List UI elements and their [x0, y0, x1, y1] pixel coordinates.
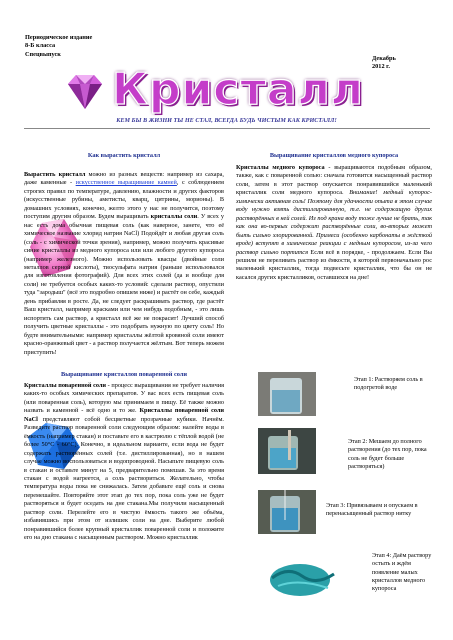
- newsletter-title: Кристалл: [112, 64, 365, 115]
- intro-text-b: , с соблюдением строгих правил по температуре, давлению, влажности и других факторов (искусственные рубины, аметисты, кварц, цитрины, морионы). В домашних условиях, конечно, желто этого у нас не получится, поэтому поступим другим образом. Будем выращивать: [24, 179, 224, 221]
- diamond-icon: [60, 72, 110, 112]
- header-divider: [24, 128, 430, 129]
- copper-bold: Кристаллы медного купороса: [236, 164, 325, 171]
- intro-bold: Вырастить кристалл: [24, 171, 86, 178]
- step4-photo: [258, 548, 344, 604]
- salt-bold-nacl: Кристаллы поваренной соли NaCl: [24, 407, 224, 423]
- issue-date: [372, 55, 396, 72]
- intro-bold-salt: кристаллы соли: [150, 213, 198, 221]
- heading-table-salt: Выращивание кристаллов поваренной соли: [61, 371, 187, 378]
- copper-warning: Внимание! медный купорос- химически активная соль! Поэтому для удачности опыта в этом случае воду нужно взять дистиллированную, т.е. не содержащую других растворённых в ней солей. Из под крана воду тоже лучше не брать, так как она во-первых содержит растворённые соли, во-вторых может быть сильно хлорированной. Примеси (особенно карбонаты в жёсткой вроде) вступят в химические реакции с медным купоросом, из-за чего раствор сильно портится: [236, 189, 432, 256]
- salt-bold: Кристаллы поваренной соли: [24, 382, 107, 389]
- intro-text-c: . У всех у нас есть дома обычная пищевая соль (как наверное, занете, что её химическое название хлорид натрия NaCl) Подойдёт и любая другая соль (соль - с химической точки зрения), например, можно получить красивые синие кристаллы из медного купороса или или любого другого купороса (например железного). Можно использовать квасцы (двойные соли металлов серной кислоты), тиосульфата натрия (раньше использовался для изготовления фотографий). Для всех этих солей (да и вообще для соли) не требуется особых каких-то условий: сделали раствор, опустили туда "зародыш" (всё это подробно опишем ниже) и растёт он себе, каждый день прибавляя в росте. Да, не следует раскрашивать раствор, где растёт Ваш кристалл, например красками или чем нибудь подобным, - это лишь испортить сам раствор, а кристалл всё же не покрасит! Лучший способ получить цветные кристаллы - это подобрать нужную по цвету соль! Но будте внимательными: например кристаллы жёлтой кровяной соли имеют красно-оранжевый цвет - а раствор получается жёлтым. Вот теперь можем приступить!: [24, 213, 224, 356]
- masthead-info: [25, 34, 92, 59]
- copper-sulfate-article: [236, 164, 432, 282]
- heading-copper-sulfate: Выращивание кристаллов медного купороса: [269, 152, 399, 159]
- heading-grow-crystal: Как вырастить кристалл: [87, 152, 161, 159]
- step2-caption: Этап 2: Мешаем до полного растворения (до тех пор, пока соль не будет больше растворяться): [348, 438, 427, 470]
- step2-photo: [258, 428, 316, 474]
- salt-text-a: - процесс выращивания не требует наличия каких-то особых химических препаратов. У вас всех есть пищевая соль (или поваренная соль), которую мы принимаем в пищу. Её также можно назвать и каменной - всё одно и то же.: [24, 382, 224, 415]
- issue-year: 2012 г.: [372, 63, 390, 71]
- artificial-stones-link[interactable]: искусственное выращивание камней: [75, 179, 177, 187]
- step4-caption: Этап 4: Даём раствору остыть и ждём появление малых кристаллов медного купороса: [372, 552, 432, 593]
- step1-caption: Этап 1: Растворяем соль в подогретой воде: [354, 376, 423, 392]
- intro-text-a: можно из разных веществ: например из сахара, даже каменные -: [24, 171, 224, 187]
- salt-text-b: представляют собой бесцветные прозрачные кубики. Начнём. Разведите раствор поваренной соли следующим образом: налейте воды в ёмкость (например стакан) и поставьте его в кастрюлю с тёплой водой (не более 50°С - 60°С). Конечно, в идеальном варианте, если вода не будет содержать растворённых солей (т.е. дистиллированная), но в нашем случае можно воспользоваться и водопроводной. Насыпьте пищевую соль в стакан и оставьте минут на 5, предварительно помешав. За это время стакан с водой нагреется, а соль раствориться. Желательно, чтобы температура воды пока не снижалась. Затем добавьте ещё соль и снова перемешайте. Повторяйте этот этап до тех пор, пока соль уже не будет растворяться и будет оседать на дне стакана.Мы получили насыщенный раствор соли. Перелейте его в чистую ёмкость такого же объёма, избавившись при этом от излишек соли на дне. Выберите любой понравившийся более крупный кристаллик поваренной соли и положите его на дно стакана с насыщенным раствором. Можно кристаллик: [24, 415, 224, 542]
- issue-month: Декабрь: [372, 55, 396, 62]
- issue-type: Спецвыпуск: [25, 50, 61, 58]
- intro-article: [24, 171, 224, 357]
- copper-text-a: - выращиваются подобным образом, также, как с поваренной солью: сначала готовится насыщенный раствор соли, затем в этот раствор опускается понравившийся маленький кристаллик соли медного купороса.: [236, 164, 432, 197]
- motto: КЕМ БЫ В ЖИЗНИ ТЫ НЕ СТАЛ, ВСЕГДА БУДЬ ЧИСТЫМ КАК КРИСТАЛЛ!: [116, 117, 337, 124]
- class-name: 8-Б класса: [25, 42, 56, 50]
- publication-type: Периодическое издание: [25, 34, 93, 41]
- step3-caption: Этап 3: Привязываем и опускаем в перенасыщенный раствор нитку: [326, 502, 418, 518]
- step3-photo: [258, 490, 316, 534]
- copper-text-b: Если всё в порядке, - продолжаем. Если Вы решили не переливать раствор из ёмкости, в которой первоначально рос маленький кристаллик, тогда подвесьте кристаллик, что бы он не касался других кристалликов, оставшихся на дне!: [236, 248, 432, 281]
- step1-photo: [258, 372, 316, 416]
- table-salt-article: [24, 382, 224, 543]
